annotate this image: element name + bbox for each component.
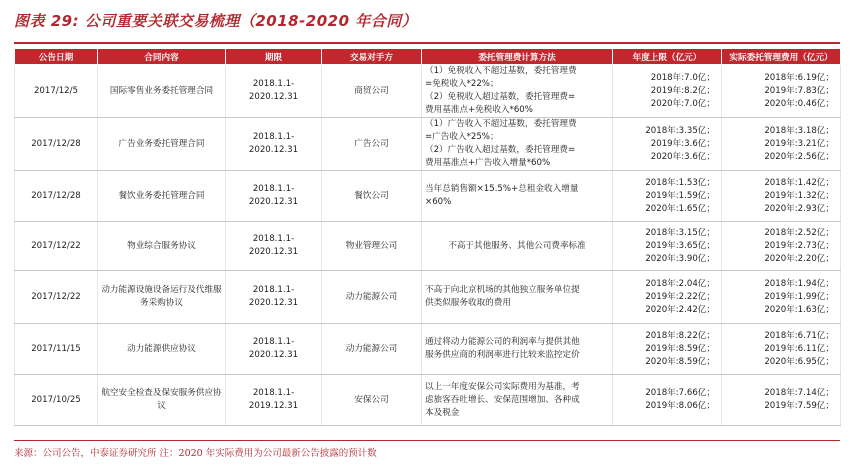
date-cell: 2017/12/5 xyxy=(15,65,98,118)
cap-line: 2019年:2.22亿； xyxy=(645,291,715,302)
method-line: （2）广告收入超过基数，委托管理费= xyxy=(425,145,576,155)
cap-line: 2018年:1.53亿； xyxy=(645,177,715,188)
figure-title: 图表 29: 公司重要关联交易梳理（2018-2020 年合同） xyxy=(14,12,418,30)
method-line: 虑旅客吞吐增长、安保范围增加、各种成 xyxy=(425,394,580,405)
table-row xyxy=(15,271,841,324)
cap-line: 2018年:7.66亿； xyxy=(645,388,715,398)
date-cell: 2017/12/22 xyxy=(15,222,98,271)
actual-line: 2020年:2.20亿； xyxy=(764,253,834,264)
method-line: 不高于其他服务、其他公司费率标准 xyxy=(448,240,586,251)
table-row xyxy=(15,222,841,271)
actual-line: 2019年:7.83亿； xyxy=(764,85,834,96)
table-row xyxy=(15,118,841,171)
method-line: =广告收入*25%； xyxy=(425,132,499,142)
cap-cell xyxy=(613,222,722,271)
col-header-date: 公告日期 xyxy=(15,49,98,65)
method-cell xyxy=(422,171,613,222)
source-note: 来源：公司公告，中泰证券研究所 注：2020 年实际费用为公司最新公告披露的预计数 xyxy=(14,448,377,459)
col-header-actual: 实际委托管理费用（亿元） xyxy=(722,49,841,65)
term-cell: 2018.1.1-2019.12.31 xyxy=(226,375,322,426)
method-cell xyxy=(422,271,613,324)
cap-line: 2019年:8.06亿； xyxy=(645,401,715,411)
content-cell: 动力能源设施设备运行及代维服务采购协议 xyxy=(98,271,226,324)
content-cell: 餐饮业务委托管理合同 xyxy=(98,171,226,222)
cap-line: 2019年:8.59亿； xyxy=(645,343,715,354)
actual-line: 2018年:2.52亿； xyxy=(764,227,834,238)
actual-cell xyxy=(722,222,841,271)
actual-line: 2019年:2.73亿； xyxy=(764,240,834,251)
content-cell: 国际零售业务委托管理合同 xyxy=(98,65,226,118)
cap-line: 2020年:8.59亿； xyxy=(645,356,715,367)
method-cell xyxy=(422,222,613,271)
method-line: 费用基准点+免税收入*60% xyxy=(425,105,533,115)
party-cell: 安保公司 xyxy=(322,375,422,426)
actual-line: 2019年:1.99亿； xyxy=(764,291,834,302)
actual-cell xyxy=(722,324,841,375)
cap-cell xyxy=(613,324,722,375)
actual-line: 2018年:3.18亿； xyxy=(764,125,834,136)
col-header-method: 委托管理费计算方法 xyxy=(422,49,613,65)
table-row xyxy=(15,324,841,375)
related-transactions-table xyxy=(14,48,841,426)
cap-line: 2020年:2.42亿； xyxy=(645,304,715,315)
title-rule xyxy=(14,42,840,44)
content-cell: 航空安全检查及保安服务供应协议 xyxy=(98,375,226,426)
cap-line: 2018年:8.22亿； xyxy=(645,330,715,341)
actual-line: 2019年:7.59亿； xyxy=(764,401,834,411)
method-line: 通过将动力能源公司的利润率与提供其他 xyxy=(425,337,580,347)
method-cell xyxy=(422,324,613,375)
party-cell: 商贸公司 xyxy=(322,65,422,118)
method-line: ×60% xyxy=(425,197,452,207)
table-header-row xyxy=(15,49,841,65)
method-line: 服务供应商的利润率进行比较来监控定价 xyxy=(425,350,580,360)
cap-cell xyxy=(613,375,722,426)
term-cell: 2018.1.1-2020.12.31 xyxy=(226,271,322,324)
party-cell: 广告公司 xyxy=(322,118,422,171)
term-cell: 2018.1.1-2020.12.31 xyxy=(226,65,322,118)
cap-line: 2018年:7.0亿； xyxy=(650,72,715,83)
party-cell: 物业管理公司 xyxy=(322,222,422,271)
term-cell: 2018.1.1-2020.12.31 xyxy=(226,324,322,375)
actual-line: 2019年:6.11亿； xyxy=(764,343,834,354)
actual-cell xyxy=(722,375,841,426)
term-cell: 2018.1.1-2020.12.31 xyxy=(226,222,322,271)
cap-line: 2019年:8.2亿； xyxy=(650,85,715,96)
cap-line: 2018年:3.15亿； xyxy=(645,227,715,238)
cap-cell xyxy=(613,65,722,118)
date-cell: 2017/12/28 xyxy=(15,171,98,222)
term-cell: 2018.1.1-2020.12.31 xyxy=(226,118,322,171)
date-cell: 2017/12/28 xyxy=(15,118,98,171)
table-row xyxy=(15,171,841,222)
cap-line: 2020年:7.0亿； xyxy=(650,98,715,109)
content-cell: 广告业务委托管理合同 xyxy=(98,118,226,171)
term-cell: 2018.1.1-2020.12.31 xyxy=(226,171,322,222)
method-cell xyxy=(422,118,613,171)
method-line: （1）广告收入不超过基数，委托管理费 xyxy=(425,119,577,129)
actual-line: 2018年:1.94亿； xyxy=(764,278,834,289)
method-line: 当年总销售额×15.5%+总租金收入增量 xyxy=(425,184,579,194)
table-row xyxy=(15,375,841,426)
actual-line: 2019年:1.32亿； xyxy=(764,190,834,201)
cap-line: 2020年:3.6亿； xyxy=(650,151,715,162)
date-cell: 2017/11/15 xyxy=(15,324,98,375)
cap-line: 2018年:2.04亿； xyxy=(645,278,715,289)
cap-line: 2019年:3.6亿； xyxy=(650,138,715,149)
cap-line: 2018年:3.35亿； xyxy=(645,125,715,136)
party-cell: 动力能源公司 xyxy=(322,324,422,375)
actual-line: 2020年:2.93亿； xyxy=(764,203,834,214)
cap-cell xyxy=(613,118,722,171)
col-header-party: 交易对手方 xyxy=(322,49,422,65)
col-header-term: 期限 xyxy=(226,49,322,65)
method-line: （2）免税收入超过基数，委托管理费= xyxy=(425,92,576,102)
col-header-content: 合同内容 xyxy=(98,49,226,65)
col-header-cap: 年度上限（亿元） xyxy=(613,49,722,65)
actual-line: 2020年:1.63亿； xyxy=(764,304,834,315)
method-line: =免税收入*22%； xyxy=(425,79,499,89)
party-cell: 餐饮公司 xyxy=(322,171,422,222)
actual-cell xyxy=(722,171,841,222)
actual-line: 2018年:6.71亿； xyxy=(764,330,834,341)
method-line: 以上一年度安保公司实际费用为基准，考 xyxy=(425,381,580,392)
actual-line: 2018年:7.14亿； xyxy=(764,388,834,398)
date-cell: 2017/10/25 xyxy=(15,375,98,426)
cap-cell xyxy=(613,271,722,324)
table-row xyxy=(15,65,841,118)
party-cell: 动力能源公司 xyxy=(322,271,422,324)
content-cell: 物业综合服务协议 xyxy=(98,222,226,271)
actual-line: 2020年:2.56亿； xyxy=(764,151,834,162)
method-cell xyxy=(422,375,613,426)
cap-line: 2020年:3.90亿； xyxy=(645,253,715,264)
method-cell xyxy=(422,65,613,118)
method-line: 供类似服务收取的费用 xyxy=(425,298,511,308)
actual-line: 2020年:6.95亿； xyxy=(764,356,834,367)
cap-line: 2019年:3.65亿； xyxy=(645,240,715,251)
method-line: （1）免税收入不超过基数，委托管理费 xyxy=(425,66,577,76)
cap-line: 2019年:1.59亿； xyxy=(645,190,715,201)
actual-cell xyxy=(722,118,841,171)
method-line: 费用基准点+广告收入增量*60% xyxy=(425,158,551,168)
actual-cell xyxy=(722,65,841,118)
cap-cell xyxy=(613,171,722,222)
actual-line: 2018年:1.42亿； xyxy=(764,177,834,188)
content-cell: 动力能源供应协议 xyxy=(98,324,226,375)
actual-line: 2020年:0.46亿； xyxy=(764,98,834,109)
date-cell: 2017/12/22 xyxy=(15,271,98,324)
actual-line: 2018年:6.19亿； xyxy=(764,72,834,83)
footer-rule xyxy=(14,440,840,441)
cap-line: 2020年:1.65亿； xyxy=(645,203,715,214)
actual-line: 2019年:3.21亿； xyxy=(764,138,834,149)
method-line: 本及税金 xyxy=(425,407,460,418)
actual-cell xyxy=(722,271,841,324)
method-line: 不高于向北京机场的其他独立服务单位提 xyxy=(425,285,580,295)
